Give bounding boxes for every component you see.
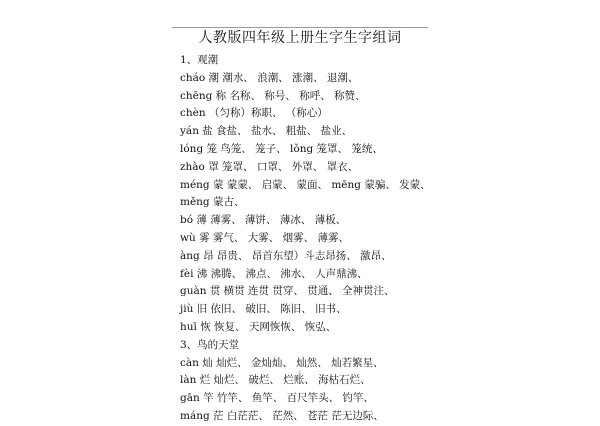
word-line: gān 竿 竹竿、 鱼竿、 百尺竿头、 钓竿、 bbox=[180, 392, 374, 405]
word-line: yán 盐 食盐、 盐水、 粗盐、 盐业、 bbox=[180, 125, 353, 138]
section-heading: 1、观潮 bbox=[180, 54, 219, 66]
word-line: àng 昂 昂贵、 昂首东望）斗志昂扬、 激昂、 bbox=[180, 249, 392, 262]
word-line: làn 烂 灿烂、 破烂、 烂账、 海枯石烂、 bbox=[180, 374, 371, 387]
page-title: 人教版四年级上册生字生字组词 bbox=[198, 30, 402, 46]
word-line: cháo 潮 潮水、 浪潮、 涨潮、 退潮、 bbox=[180, 71, 359, 84]
word-line: zhào 罩 笼罩、 口罩、 外罩、 罩衣、 bbox=[180, 160, 359, 173]
header-rule bbox=[172, 27, 428, 28]
word-line: máng 茫 白茫茫、 茫然、 苍茫 茫无边际、 bbox=[180, 409, 384, 422]
word-line: fèi 沸 沸腾、 沸点、 沸水、 人声鼎沸、 bbox=[180, 267, 368, 280]
word-line: méng 蒙 蒙蒙、 启蒙、 蒙面、 mēng 蒙骗、 发蒙、 bbox=[180, 178, 431, 191]
word-line: càn 灿 灿烂、 金灿灿、 灿然、 灿若繁星、 bbox=[180, 356, 384, 369]
word-line: měng 蒙古、 bbox=[180, 196, 245, 209]
word-line: chēng 称 名称、 称号、 称呼、 称赞、 bbox=[180, 89, 366, 102]
word-line: lóng 笼 鸟笼、 笼子、 lǒng 笼罩、 笼统、 bbox=[180, 142, 383, 155]
word-line: chèn （匀称）称职、 （称心） bbox=[180, 107, 328, 120]
word-line: jiù 旧 依旧、 破旧、 陈旧、 旧书、 bbox=[180, 303, 347, 316]
word-line: wù 雾 雾气、 大雾、 烟雾、 薄雾、 bbox=[180, 231, 349, 244]
word-line: huī 恢 恢复、 天网恢恢、 恢弘、 bbox=[180, 320, 337, 333]
page-number: 1 bbox=[298, 370, 302, 376]
word-line: bó 薄 薄雾、 薄饼、 薄冰、 薄板、 bbox=[180, 214, 347, 227]
word-line: guàn 贯 横贯 连贯 贯穿、 贯通、 全神贯注、 bbox=[180, 285, 395, 298]
section-heading: 3、鸟的天堂 bbox=[180, 338, 240, 351]
